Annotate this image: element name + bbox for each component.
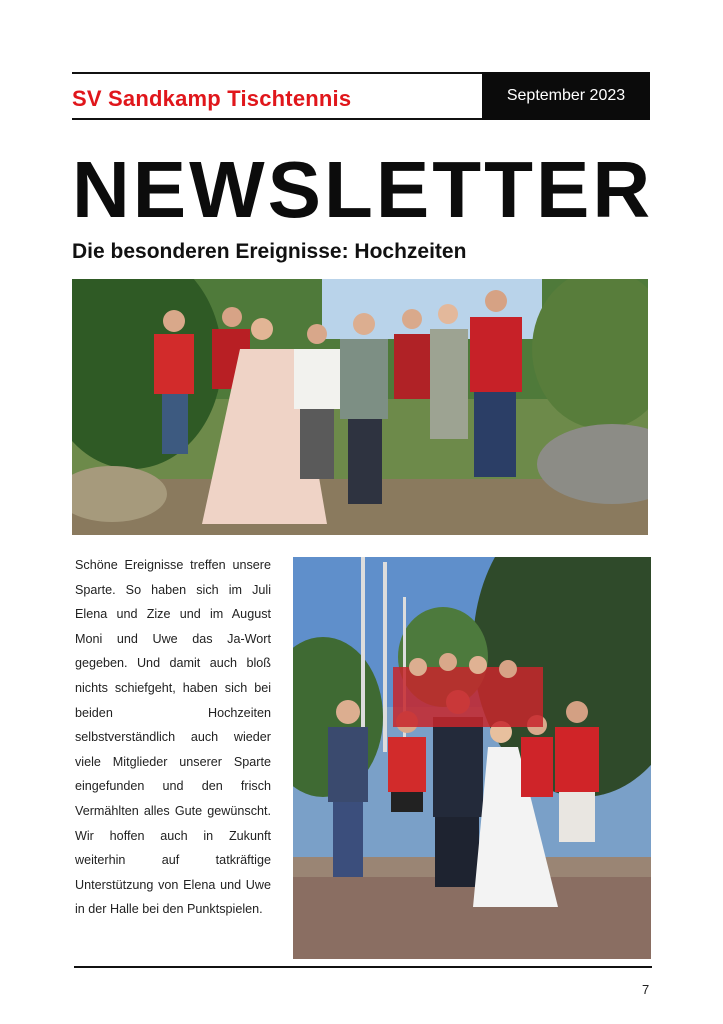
header-bar — [72, 72, 650, 120]
wedding-group-photo-2 — [293, 557, 651, 959]
page-number: 7 — [642, 982, 650, 997]
issue-date: September 2023 — [482, 72, 650, 120]
page-title: NEWSLETTER — [72, 145, 654, 234]
wedding-group-photo-1 — [72, 279, 648, 535]
section-subtitle: Die besonderen Ereignisse: Hochzeiten — [72, 240, 467, 263]
club-name: SV Sandkamp Tischtennis — [72, 86, 352, 111]
article-text: Schöne Ereignisse treffen unsere Sparte. So haben sich im Juli Elena und Zize und im August Moni und Uwe das Ja-Wort gegeben. Und damit auch bloß nichts schiefgeht, haben sich bei beiden Hochzeiten selbstverständlich auch wieder viele Mitglieder unserer Sparte eingefunden und den frisch Vermählten alles Gute gewünscht. Wir hoffen auch in Zukunft weiterhin auf tatkräftige Unterstützung von Elena und Uwe in der Halle bei den Punktspielen. — [75, 558, 271, 917]
footer-rule — [74, 966, 652, 968]
